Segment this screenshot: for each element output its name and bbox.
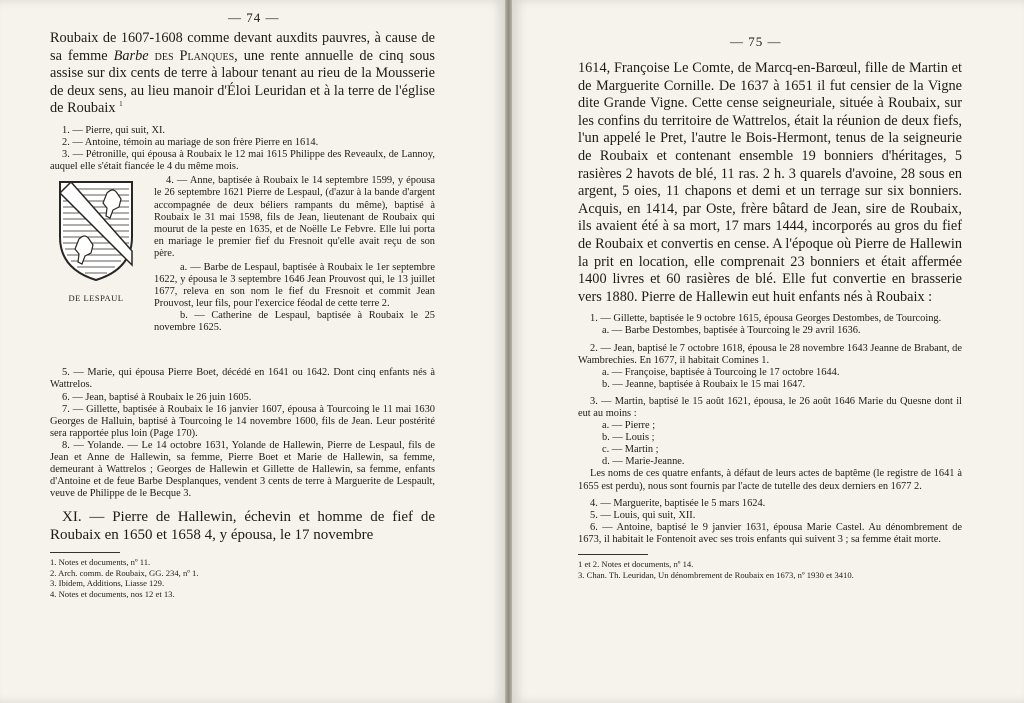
sub-list-item: b. — Louis ;: [602, 432, 655, 444]
list-item: 6. — Jean, baptisé à Roubaix le 26 juin 1605.: [62, 391, 252, 403]
footnote-ref: 1: [119, 100, 123, 109]
sub-list-item: a. — Pierre ;: [602, 420, 656, 432]
list-item: 7. — Gillette, baptisée à Roubaix le 16 janvier 1607, épousa à Tourcoing le 11 mai 1630 Georges de Halluin, baptisé à Tourcoing le 14 novembre 1600, fils de Jean. Leur postérité sera rapportée plus loin (Page 170).: [50, 403, 435, 439]
sub-list-item: a. — Barbe de Lespaul, baptisée à Roubaix le 1er septembre 1622, y épousa le 3 septembre 1646 Jean Prouvost qui, le 13 juillet 1677, releva en son nom le fief du Fresnoit et commit Jean Prouvost, leur fils, pour l'exercice féodal de cette terre 2.: [154, 262, 435, 310]
footnote-divider: [578, 554, 648, 555]
list-item: 3. — Pétronille, qui épousa à Roubaix le 12 mai 1615 Philippe des Reveaulx, de Lannoy, auquel elle s'était fiancée le 4 du même mois.: [50, 149, 435, 173]
paragraph: Les noms de ces quatre enfants, à défaut de leurs actes de baptême (le registre de 1641 à 1655 est perdu), nous sont fournis par l'acte de tutelle des deux derniers en 1677 2.: [578, 468, 962, 492]
list-item: 5. — Marie, qui épousa Pierre Boet, décédé en 1641 ou 1642. Dont cinq enfants nés à Wattrelos.: [50, 367, 435, 391]
list-item: 4. — Anne, baptisée à Roubaix le 14 septembre 1599, y épousa le 26 septembre 1621 Pierre de Lespaul, (d'azur à la bande d'argent accompagnée de deux béliers rampants du même), baptisé à Roubaix le 31 mai 1598, fils de Jean, lieutenant de Roubaix qui mourut de la peste en 1635, et de Noëlle Le Febvre. Elle lui porta en mariage le premier fief du Fresnoit qu'elle avait reçu de son père.: [154, 175, 435, 259]
page-number-left: — 74 —: [228, 10, 280, 25]
page-number-right: — 75 —: [730, 34, 782, 49]
list-item: 4. — Marguerite, baptisée le 5 mars 1624.: [590, 497, 766, 509]
sub-list-item: b. — Jeanne, baptisée à Roubaix le 15 mai 1647.: [602, 378, 806, 390]
footnote: 4. Notes et documents, nos 12 et 13.: [50, 588, 175, 599]
intro-paragraph: 1614, Françoise Le Comte, de Marcq-en-Barœul, fille de Martin et de Marguerite Cornille. De 1637 à 1651 il fut censier de la Vigne dite Grande Vigne. Cette cense seigneuriale, située à Roubaix, sur les confins du territoire de Wattrelos, était la réunion de deux fiefs, l'un appelé le Pret, l'autre le Bois-Hermont, tenus de la seigneurie de Roubaix et contenant ensemble 19 bonniers d'héritages, 5 rasières 2 havots de blé, 11 ras. 2 h. 3 quarels d'avoine, 28 sous en argent, 5 oies, 11 chapons et demi et un terrage sur six bonniers. Acquis, en 1414, par Oste, frère bâtard de Jean, sire de Roubaix, ils avaient été à sa mort, 17 mars 1444, incorporés au gros du fief de Roubaix et convertis en cense. A l'époque où Pierre de Hallewin la prit en location, elle comprenait 23 bonniers et était affermée 1400 livres et 60 rasières de blé. Elle fut convertie en brasserie vers 1880. Pierre de Hallewin eut huit enfants nés à Roubaix :: [578, 60, 962, 305]
list-item: 2. — Antoine, témoin au mariage de son frère Pierre en 1614.: [62, 137, 319, 149]
list-item: 6. — Antoine, baptisé le 9 janvier 1631, épousa Marie Castel. Au dénombrement de 1673, il habitait le Fontenoit avec ses trois enfants qui suivent 3 ; sa femme était morte.: [578, 521, 962, 545]
footnote: 3. Ibidem, Additions, Liasse 129.: [50, 578, 165, 589]
book-gutter: [505, 0, 512, 703]
right-page-body: [578, 60, 962, 580]
footnotes-left: [50, 557, 435, 599]
list-item: 1. — Pierre, qui suit, XI.: [62, 124, 166, 136]
footnote: 2. Arch. comm. de Roubaix, GG. 234, nº 1.: [50, 567, 199, 578]
sub-list-item: c. — Martin ;: [602, 444, 659, 456]
lespaul-shield-icon: [57, 179, 135, 283]
list-item: 5. — Louis, qui suit, XII.: [590, 509, 696, 521]
coat-of-arms: [50, 179, 146, 365]
right-page: [512, 0, 1024, 703]
footnote: 1. Notes et documents, nº 11.: [50, 557, 151, 568]
list-item: 2. — Jean, baptisé le 7 octobre 1618, épousa le 28 novembre 1643 Jeanne de Brabant, de Wambrechies. En 1677, il habitait Comines 1.: [578, 342, 962, 366]
list-item: 8. — Yolande. — Le 14 octobre 1631, Yolande de Hallewin, Pierre de Lespaul, fils de Jean et Anne de Hallewin, sa femme, Pierre Boet et Marie de Hallewin, sa femme, demeurant à Wattrelos ; Georges de Hallewin et Gillette de Hallewin, sa femme, enfants d'Antoine et de feue Barbe Desplanques, vendent 3 cents de terre à Marguerite de Lespault, veuve de Philippe de le Becque 3.: [50, 439, 435, 500]
footnote: 3. Chan. Th. Leuridan, Un dénombrement de Roubaix en 1673, nº 1930 et 3410.: [578, 569, 854, 580]
sub-list-item: a. — Barbe Destombes, baptisée à Tourcoing le 29 avril 1636.: [602, 325, 861, 337]
anne-entry: [50, 175, 435, 365]
footnotes-right: [578, 559, 962, 580]
section-heading: XI. — Pierre de Hallewin, échevin et homme de fief de Roubaix en 1650 et 1658 4, y épousa, le 17 novembre: [50, 509, 435, 544]
sub-list-item: d. — Marie-Jeanne.: [602, 456, 685, 468]
footnote-divider: [50, 552, 120, 553]
sub-list-item: a. — Françoise, baptisée à Tourcoing le 17 octobre 1644.: [602, 366, 840, 378]
left-page-body: [50, 30, 435, 599]
left-page: [0, 0, 505, 703]
sub-list-item: b. — Catherine de Lespaul, baptisée à Roubaix le 25 novembre 1625.: [154, 310, 435, 334]
intro-paragraph: Roubaix de 1607-1608 comme devant auxdits pauvres, à cause de sa femme Barbe des Planques, une rente annuelle de cinq sous assise sur dix cents de terre à labour tenant au rieu de la Mousserie de deux sens, au lieu manoir d'Éloi Leuridan et à la terre de l'église de Roubaix $^1$: [50, 30, 435, 117]
footnote: 1 et 2. Notes et documents, nº 14.: [578, 559, 694, 569]
list-item: 3. — Martin, baptisé le 15 août 1621, épousa, le 26 août 1646 Marie du Quesne dont il eut au moins :: [578, 395, 962, 419]
shield-caption: DE LESPAUL: [68, 293, 124, 304]
list-item: 1. — Gillette, baptisée le 9 octobre 1615, épousa Georges Destombes, de Tourcoing.: [590, 313, 942, 325]
